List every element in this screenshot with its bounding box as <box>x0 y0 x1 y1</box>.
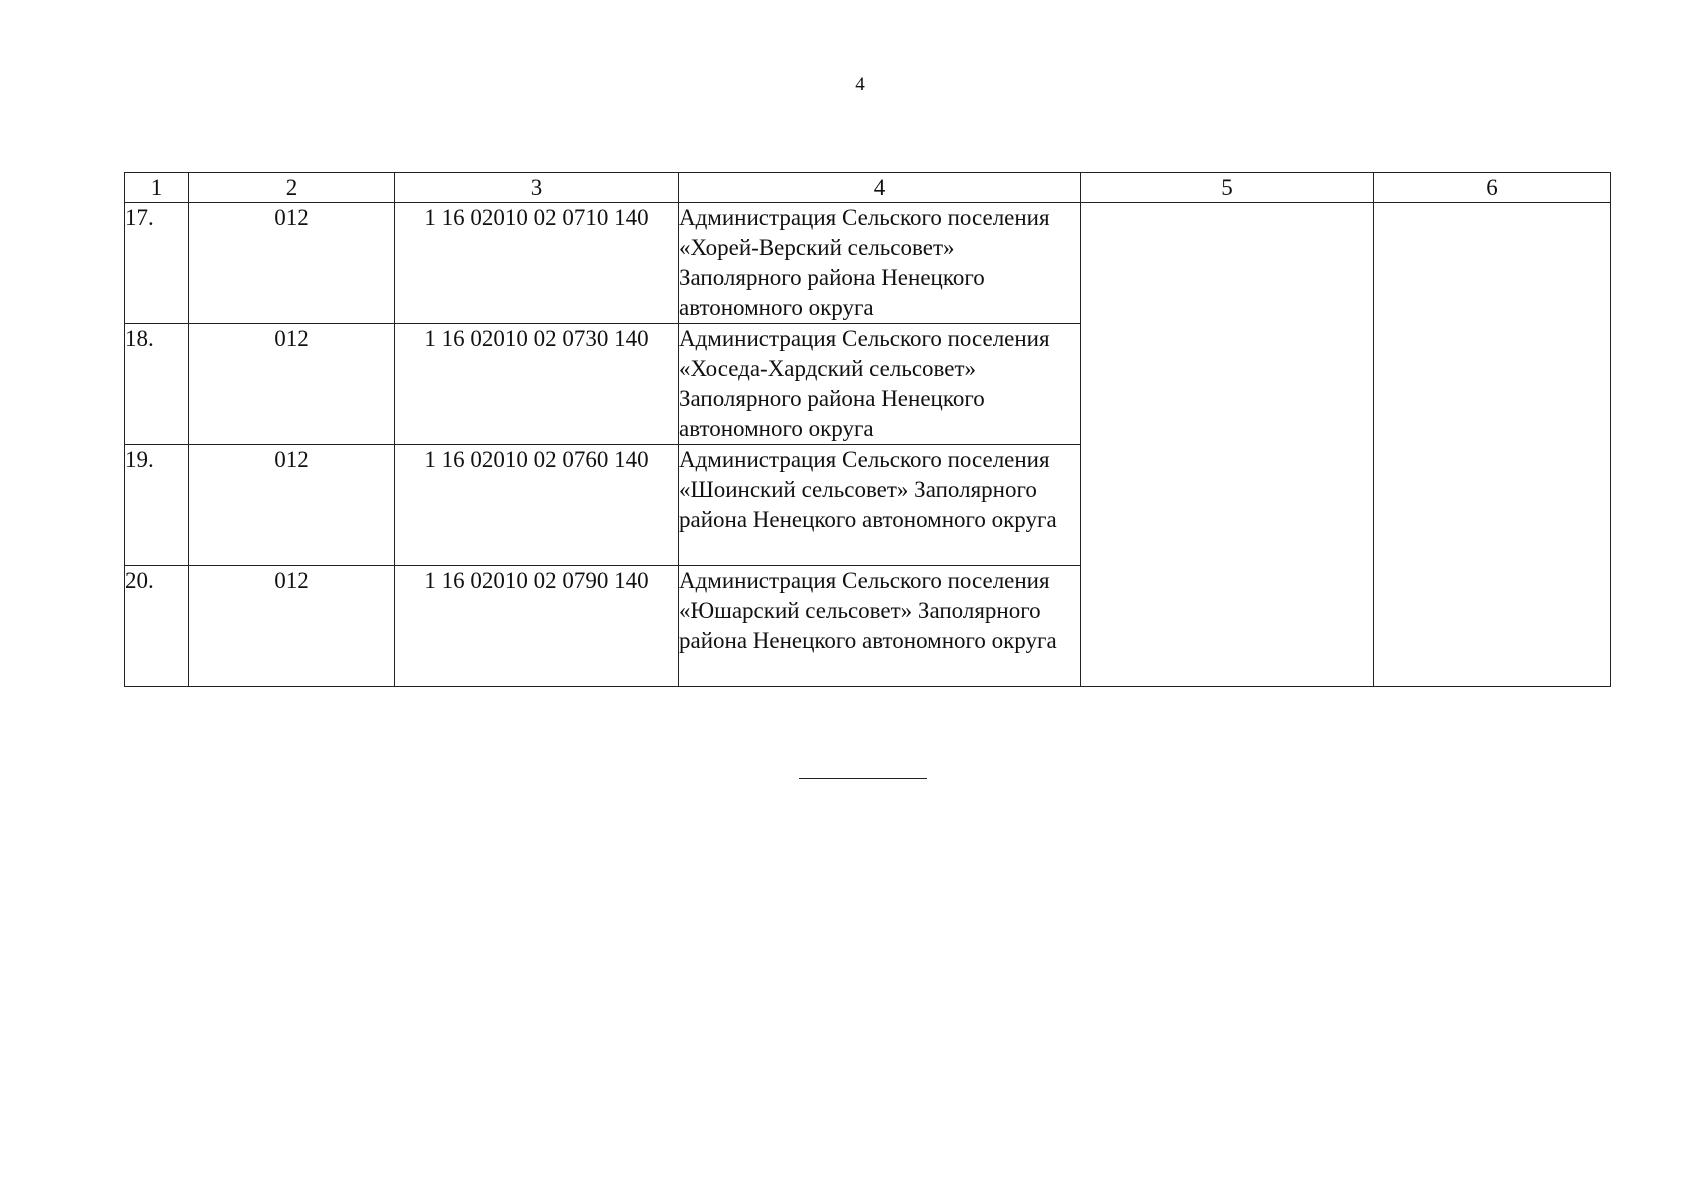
column-header-3: 3 <box>395 173 679 203</box>
admin-code: 012 <box>189 445 395 566</box>
budget-classification-code: 1 16 02010 02 0710 140 <box>395 203 679 324</box>
column-header-2: 2 <box>189 173 395 203</box>
column-header-6: 6 <box>1374 173 1611 203</box>
column-header-1: 1 <box>125 173 189 203</box>
administrator-name: Администрация Сельского поселения «Шоинский сельсовет» Заполярного района Ненецкого автономного округа <box>679 445 1081 566</box>
closing-separator-line <box>799 778 927 779</box>
budget-classification-code: 1 16 02010 02 0760 140 <box>395 445 679 566</box>
admin-code: 012 <box>189 324 395 445</box>
revenue-code-table <box>124 172 1611 687</box>
column-5-merged-cell <box>1081 203 1374 687</box>
table-header-row <box>125 173 1611 203</box>
administrator-name: Администрация Сельского поселения «Хоседа-Хардский сельсовет» Заполярного района Ненецкого автономного округа <box>679 324 1081 445</box>
column-header-4: 4 <box>679 173 1081 203</box>
column-6-merged-cell <box>1374 203 1611 687</box>
admin-code: 012 <box>189 203 395 324</box>
row-number: 18. <box>125 324 189 445</box>
row-number: 17. <box>125 203 189 324</box>
column-header-5: 5 <box>1081 173 1374 203</box>
budget-classification-code: 1 16 02010 02 0790 140 <box>395 566 679 687</box>
page-number: 4 <box>855 74 865 95</box>
budget-classification-code: 1 16 02010 02 0730 140 <box>395 324 679 445</box>
row-number: 20. <box>125 566 189 687</box>
administrator-name: Администрация Сельского поселения «Хорей-Верский сельсовет» Заполярного района Ненецкого автономного округа <box>679 203 1081 324</box>
table-row <box>125 203 1611 324</box>
row-number: 19. <box>125 445 189 566</box>
admin-code: 012 <box>189 566 395 687</box>
administrator-name: Администрация Сельского поселения «Юшарский сельсовет» Заполярного района Ненецкого автономного округа <box>679 566 1081 687</box>
